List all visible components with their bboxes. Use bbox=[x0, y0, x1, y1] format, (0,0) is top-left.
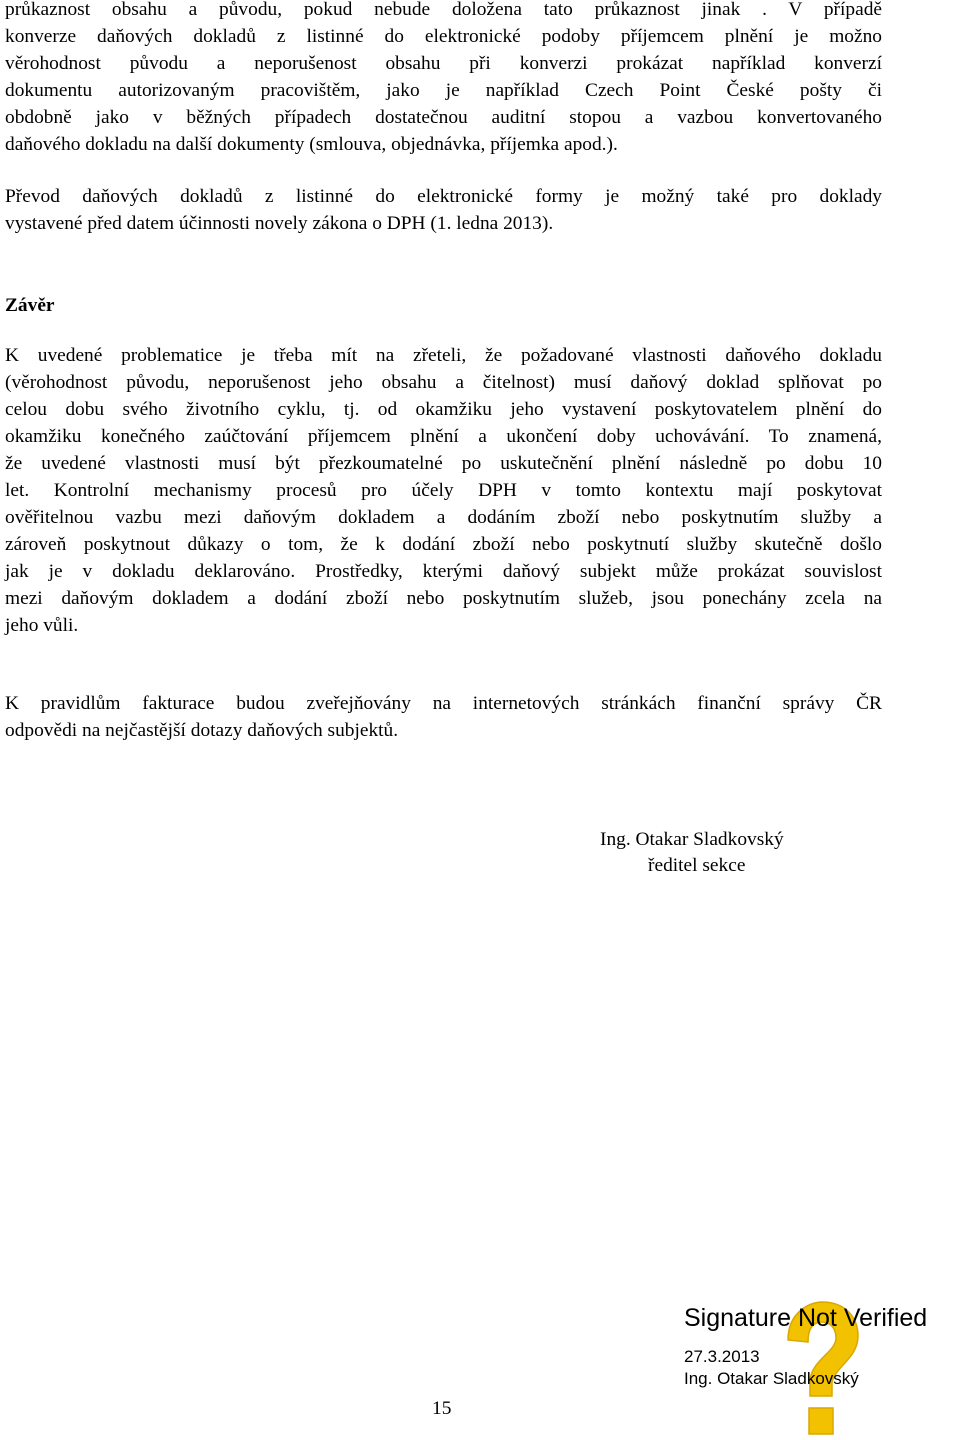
text-line: věrohodnost původu a neporušenost obsahu při konverzi prokázat například konverzí bbox=[5, 53, 882, 74]
text-line: že uvedené vlastnosti musí být přezkoumatelné po uskutečnění plnění následně po dobu 10 bbox=[5, 453, 882, 474]
text-line: zároveň poskytnout důkazy o tom, že k dodání zboží nebo poskytnutí služby skutečně došlo bbox=[5, 534, 882, 555]
text-line: let. Kontrolní mechanismy procesů pro účely DPH v tomto kontextu mají poskytovat bbox=[5, 480, 882, 501]
signature-status: Signature Not Verified bbox=[684, 1304, 928, 1332]
text-line: daňového dokladu na další dokumenty (smlouva, objednávka, příjemka apod.). bbox=[5, 134, 618, 155]
text-line: průkaznost obsahu a původu, pokud nebude doložena tato průkaznost jinak . V případě bbox=[5, 0, 882, 20]
text-line: K pravidlům fakturace budou zveřejňovány na internetových stránkách finanční správy ČR bbox=[5, 693, 882, 714]
paragraph-faq bbox=[5, 690, 882, 744]
text-line: K uvedené problematice je třeba mít na zřeteli, že požadované vlastnosti daňového dokladu bbox=[5, 345, 882, 366]
text-line: mezi daňovým dokladem a dodání zboží nebo poskytnutím služeb, jsou ponechány zcela na bbox=[5, 588, 882, 609]
text-line: obdobně jako v běžných případech dostatečnou auditní stopou a vazbou konvertovaného bbox=[5, 107, 882, 128]
text-line: konverze daňových dokladů z listinné do elektronické podoby příjemcem plnění je možno bbox=[5, 26, 882, 47]
paragraph-conversion bbox=[5, 0, 882, 158]
section-heading: Závěr bbox=[5, 295, 55, 316]
text-line: dokumentu autorizovaným pracovištěm, jako je například Czech Point České pošty či bbox=[5, 80, 882, 101]
paragraph-transfer bbox=[5, 183, 882, 237]
text-line: jak je v dokladu deklarováno. Prostředky, kterými daňový subjekt může prokázat souvislost bbox=[5, 561, 882, 582]
signature-date: 27.3.2013 bbox=[684, 1347, 760, 1366]
text-line: jeho vůli. bbox=[5, 615, 79, 636]
signatory-name: Ing. Otakar Sladkovský bbox=[600, 829, 784, 850]
text-line: celou dobu svého životního cyklu, tj. od okamžiku jeho vystavení poskytovatelem plnění do bbox=[5, 399, 882, 420]
signature-signer: Ing. Otakar Sladkovský bbox=[684, 1369, 859, 1388]
text-line: vystavené před datem účinnosti novely zákona o DPH (1. ledna 2013). bbox=[5, 213, 554, 234]
digital-signature-stamp[interactable] bbox=[684, 1300, 960, 1440]
paragraph-conclusion bbox=[5, 342, 882, 639]
page-number: 15 bbox=[432, 1398, 452, 1419]
signatory-title: ředitel sekce bbox=[648, 855, 746, 876]
text-line: (věrohodnost původu, neporušenost jeho obsahu a čitelnost) musí daňový doklad splňovat po bbox=[5, 372, 882, 393]
text-line: Převod daňových dokladů z listinné do elektronické formy je možný také pro doklady bbox=[5, 186, 882, 207]
text-line: odpovědi na nejčastější dotazy daňových subjektů. bbox=[5, 720, 399, 741]
text-line: ověřitelnou vazbu mezi daňovým dokladem a dodáním zboží nebo poskytnutím služby a bbox=[5, 507, 882, 528]
text-line: okamžiku konečného zaúčtování příjemcem plnění a ukončení doby uchovávání. To znamená, bbox=[5, 426, 882, 447]
